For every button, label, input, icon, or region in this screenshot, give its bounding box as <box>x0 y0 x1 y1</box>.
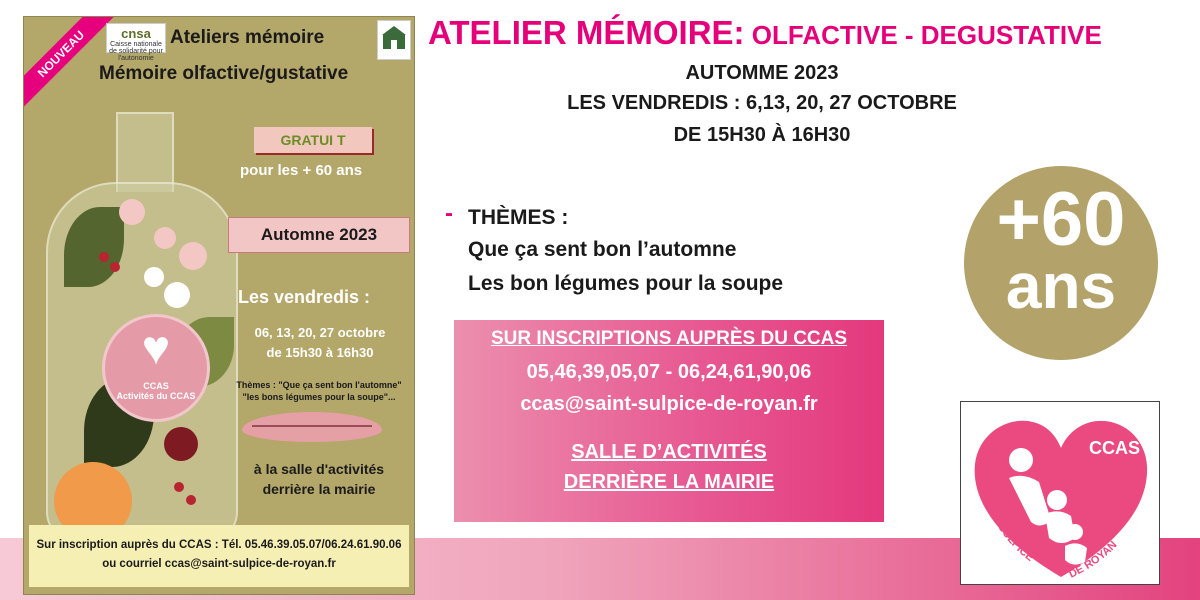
poster-dates <box>228 323 412 363</box>
poster-age: pour les + 60 ans <box>240 162 363 179</box>
poster-footer <box>29 525 409 587</box>
event-poster <box>23 16 415 595</box>
theme-item: Les bon légumes pour la soupe <box>468 272 784 295</box>
poster-ccas-caption: Activités du CCAS <box>116 391 196 401</box>
lips-illustration <box>242 412 382 442</box>
poster-theme-line: "les bons légumes pour la soupe"... <box>242 392 396 402</box>
mairie-logo <box>377 20 411 60</box>
poster-theme-line: Thèmes : "Que ça sent bon l'automne" <box>236 380 402 390</box>
ccas-logo <box>960 401 1160 585</box>
poster-salle-line: à la salle d'activités <box>253 461 385 477</box>
age-badge <box>964 166 1158 360</box>
figure-head-shape <box>1047 490 1067 510</box>
poster-ccas-badge <box>102 314 210 422</box>
figure-head-shape <box>1009 448 1033 472</box>
age-badge-number: +60 <box>996 177 1126 262</box>
flower-shape <box>154 227 176 249</box>
logo-arc-left: SAINT SULPICE <box>980 491 1036 564</box>
flower-shape <box>164 282 190 308</box>
berry-shape <box>164 427 198 461</box>
poster-season: Automne 2023 <box>228 217 410 253</box>
nouveau-ribbon: NOUVEAU <box>23 16 122 115</box>
poster-salle <box>224 459 414 499</box>
heart-icon: ♥ <box>141 322 171 375</box>
poster-title-line2: Mémoire olfactive/gustative <box>99 63 349 84</box>
inscription-salle-line1: SALLE D’ACTIVITÉS <box>571 441 767 463</box>
flower-shape <box>179 242 207 270</box>
town-hall-icon <box>380 23 408 57</box>
poster-themes <box>224 379 414 403</box>
headline <box>428 14 1102 52</box>
inscription-phones: 05,46,39,05,07 - 06,24,61,90,06 <box>526 361 812 383</box>
theme-item: Que ça sent bon l’automne <box>468 238 737 261</box>
themes-title: THÈMES : <box>468 206 569 229</box>
logo-ccas-text: CCAS <box>1089 438 1141 458</box>
cnsa-logo: cnsa Caisse nationale de solidarité pour l'autonomie <box>106 23 166 53</box>
bottle-neck-shape <box>116 112 174 192</box>
logo-arc-right: DE ROYAN <box>1067 538 1120 581</box>
poster-vendredis: Les vendredis : <box>238 287 371 307</box>
berry-shape <box>99 252 109 262</box>
poster-footer-email: ou courriel ccas@saint-sulpice-de-royan.fr <box>102 558 336 570</box>
inscription-box <box>454 320 884 522</box>
poster-dates-line: 06, 13, 20, 27 octobre <box>254 325 386 340</box>
figure-head-shape <box>1067 524 1083 540</box>
schedule-hours: DE 15H30 À 16H30 <box>673 124 851 146</box>
berry-shape <box>110 262 120 272</box>
themes-dash: - <box>445 200 453 227</box>
schedule-days: LES VENDREDIS : 6,13, 20, 27 OCTOBRE <box>567 92 957 114</box>
ccas-heart-logo <box>961 402 1161 586</box>
flower-shape <box>119 199 145 225</box>
poster-footer-phone: Sur inscription auprès du CCAS : Tél. 05.46.39.05.07/06.24.61.90.06 <box>36 539 402 551</box>
poster-title-line1: Ateliers mémoire <box>170 27 325 48</box>
poster-ccas-label: CCAS <box>143 381 169 391</box>
berry-shape <box>174 482 184 492</box>
berry-shape <box>186 495 196 505</box>
inscription-email: ccas@saint-sulpice-de-royan.fr <box>520 393 818 415</box>
free-label: GRATUI T <box>254 127 372 153</box>
poster-hours-line: de 15h30 à 16h30 <box>266 345 374 360</box>
poster-salle-line: derrière la mairie <box>262 481 376 497</box>
inscription-salle-line2: DERRIÈRE LA MAIRIE <box>563 471 775 493</box>
age-badge-unit: ans <box>1005 250 1117 322</box>
schedule-season: AUTOMME 2023 <box>685 62 839 84</box>
headline-sub: OLFACTIVE - DEGUSTATIVE <box>744 20 1102 50</box>
inscription-title: SUR INSCRIPTIONS AUPRÈS DU CCAS <box>490 328 848 349</box>
headline-main: ATELIER MÉMOIRE: <box>428 14 745 51</box>
flower-shape <box>144 267 164 287</box>
